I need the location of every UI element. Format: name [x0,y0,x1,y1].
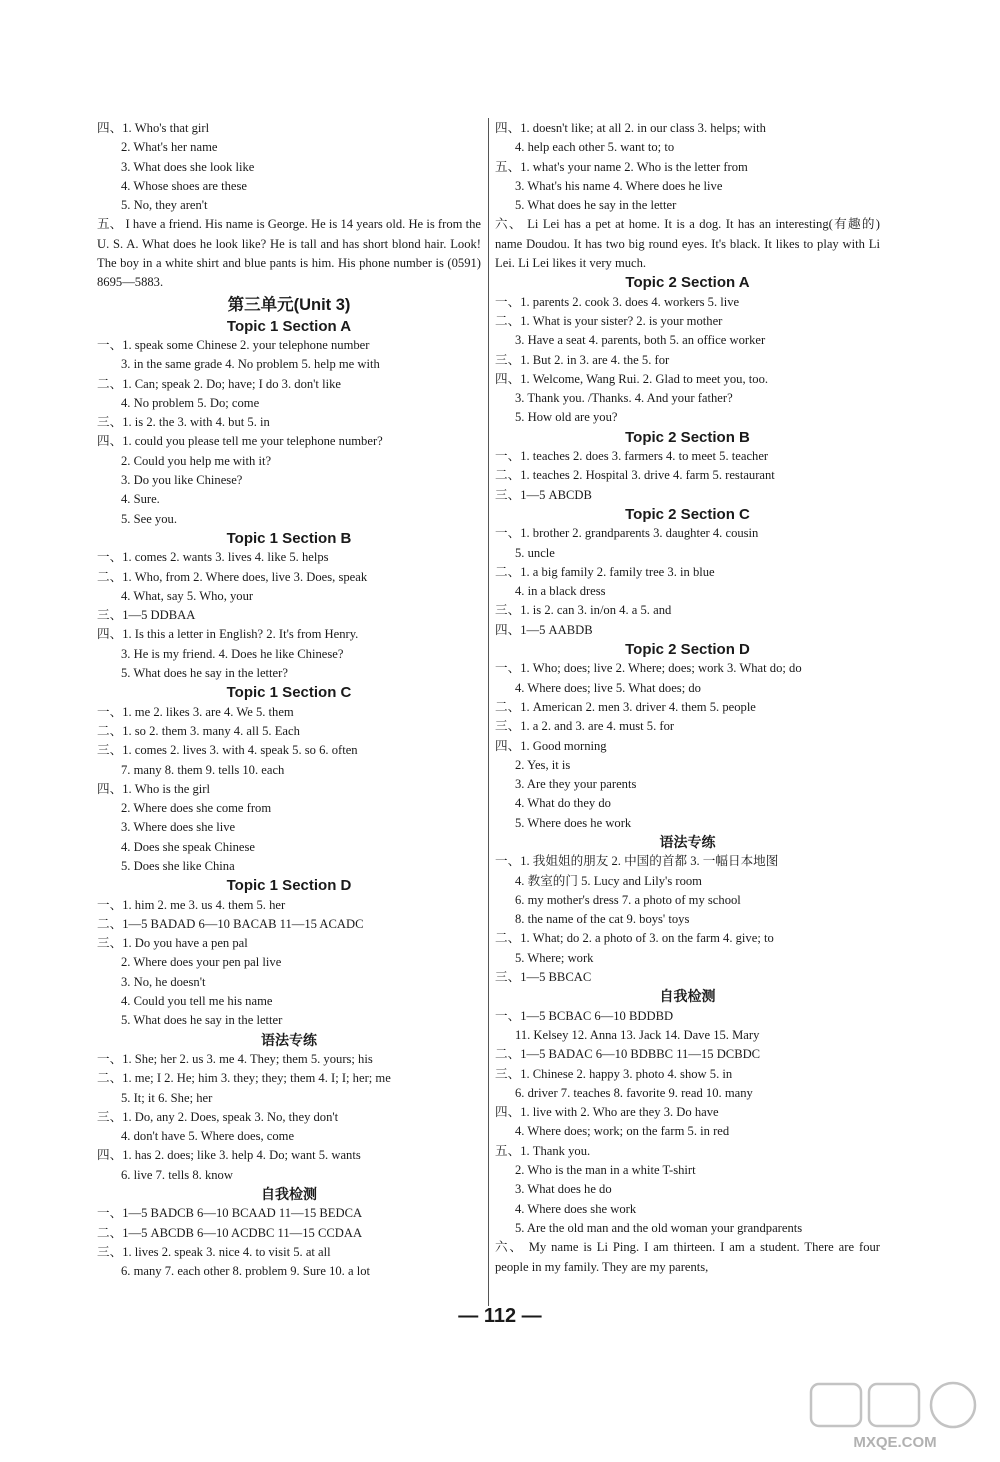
section-heading: Topic 1 Section C [226,684,352,702]
answer-line: 5. uncle [515,545,555,560]
answer-line: 三、1—5 ABCDB [495,487,592,502]
answer-line: 4. Where does; work; on the farm 5. in red [515,1124,730,1139]
answer-line: 三、1. Do you have a pen pal [97,936,248,951]
answer-line: 4. Sure. [121,492,160,507]
answer-line: 3. What's his name 4. Where does he live [515,178,723,193]
answer-line: 4. in a black dress [515,584,606,599]
answer-line: 四、1. Good morning [495,738,607,753]
answer-line: 一、1. me 2. likes 3. are 4. We 5. them [97,704,294,719]
answer-line: 4. Where does she work [515,1201,637,1216]
answer-line: 四、1—5 AABDB [495,622,593,637]
answer-line: 3. He is my friend. 4. Does he like Chinese? [121,646,344,661]
answer-line: 三、1. a 2. and 3. are 4. must 5. for [495,719,675,734]
answer-line: 二、1. Who, from 2. Where does, live 3. Does, speak [97,569,368,584]
answer-line: 五、1. Thank you. [495,1143,591,1158]
column-divider [488,118,489,1306]
answer-line: 2. What's her name [121,140,218,155]
answer-line: 11. Kelsey 12. Anna 13. Jack 14. Dave 15. Mary [515,1027,760,1042]
answer-line: 3. What does he do [515,1182,612,1197]
answer-line: 6. live 7. tells 8. know [121,1167,233,1182]
answer-line: 5. Does she like China [121,858,235,873]
answer-line: 三、1. is 2. can 3. in/on 4. a 5. and [495,603,672,618]
section-heading: Topic 1 Section A [226,317,352,335]
answer-line: 5. Are the old man and the old woman your grandparents [515,1220,803,1235]
answer-line: 五、1. what's your name 2. Who is the letter from [495,159,748,174]
answer-line: 4. Could you tell me his name [121,994,273,1009]
answer-line: 一、1—5 BCBAC 6—10 BDDBD [495,1008,674,1023]
answer-line: 4. What, say 5. Who, your [121,588,254,603]
answer-line: 3. Have a seat 4. parents, both 5. an office worker [515,333,766,348]
answer-line: 6. my mother's dress 7. a photo of my school [515,892,741,907]
answer-line: 一、1. Who; does; live 2. Where; does; work 3. What do; do [495,661,802,676]
section-heading: 自我检测 [659,988,716,1005]
answer-line: 二、1—5 BADAD 6—10 BACAB 11—15 ACADC [97,916,364,931]
answer-line: 2. Where does she come from [121,801,272,816]
answer-line: 5. What does he say in the letter [515,198,677,213]
answer-line: 6. many 7. each other 8. problem 9. Sure 10. a lot [121,1264,371,1279]
answer-line: 一、1. 我姐姐的朋友 2. 中国的首都 3. 一幅日本地图 [495,854,779,869]
answer-line: 2. Yes, it is [515,757,571,772]
answer-line: 一、1. She; her 2. us 3. me 4. They; them 5. yours; his [97,1051,373,1066]
answer-line: 4. Whose shoes are these [121,178,248,193]
answer-line: 4. 教室的门 5. Lucy and Lily's room [515,873,702,888]
section-heading: Topic 2 Section A [625,274,750,292]
answer-line: 四、1. live with 2. Who are they 3. Do have [495,1105,719,1120]
watermark-site: MXQE.COM [853,1434,937,1451]
answer-line: 3. Are they your parents [515,777,637,792]
answer-line: 3. What does she look like [121,159,255,174]
answer-line: 5. How old are you? [515,410,618,425]
answer-line: 3. in the same grade 4. No problem 5. help me with [121,357,380,372]
answer-line: 5. It; it 6. She; her [121,1090,213,1105]
answer-line: 5. What does he say in the letter? [121,666,288,681]
answer-line: 四、1. Welcome, Wang Rui. 2. Glad to meet you, too. [495,371,769,386]
answer-line: 5. Where does he work [515,815,632,830]
answer-line: 一、1. parents 2. cook 3. does 4. workers 5. live [495,294,740,309]
section-heading: 自我检测 [261,1186,317,1203]
answer-line: 二、1—5 BADAC 6—10 BDBBC 11—15 DCBDC [495,1047,761,1062]
answer-line: 四、1. Is this a letter in English? 2. It's from Henry. [97,627,359,642]
answer-line: 三、1. But 2. in 3. are 4. the 5. for [495,352,670,367]
answer-line: 3. Thank you. /Thanks. 4. And your father? [515,391,733,406]
unit-heading: 第三单元(Unit 3) [227,295,351,314]
section-heading: Topic 1 Section B [226,529,352,547]
answer-line: 二、1. me; I 2. He; him 3. they; they; them 4. I; I; her; me [97,1071,391,1086]
answer-line: 三、1. is 2. the 3. with 4. but 5. in [97,415,270,430]
answer-line: 2. Where does your pen pal live [121,955,282,970]
answer-line: 3. Do you like Chinese? [121,473,243,488]
left-column [97,119,481,1282]
answer-line: 3. No, he doesn't [121,974,206,989]
answer-line: 5. See you. [121,511,177,526]
answer-line: 3. Where does she live [121,820,236,835]
answer-line: 一、1. him 2. me 3. us 4. them 5. her [97,897,286,912]
answer-line: 一、1. speak some Chinese 2. your telephone number [97,337,370,352]
answer-line: 4. What do they do [515,796,611,811]
answer-paragraph: 六、 Li Lei has a pet at home. It is a dog. It has an interesting(有趣的) name Doudou. It has two big round eyes. It's black. It likes to play with Li Lei. Li Lei likes it very much. [495,217,880,271]
answer-line: 二、1—5 ABCDB 6—10 ACDBC 11—15 CCDAA [97,1225,363,1240]
answer-line: 一、1. comes 2. wants 3. lives 4. like 5. helps [97,550,329,565]
section-heading: Topic 2 Section B [625,428,750,446]
answer-line: 二、1. teaches 2. Hospital 3. drive 4. farm 5. restaurant [495,468,775,483]
answer-line: 2. Could you help me with it? [121,453,272,468]
answer-line: 四、1. doesn't like; at all 2. in our class 3. helps; with [495,121,766,135]
answer-line: 二、1. American 2. men 3. driver 4. them 5. people [495,699,756,714]
answer-line: 6. driver 7. teaches 8. favorite 9. read 10. many [515,1085,753,1100]
answer-line: 4. Does she speak Chinese [121,839,255,854]
section-heading: Topic 1 Section D [226,877,352,895]
answer-line: 7. many 8. them 9. tells 10. each [121,762,285,777]
answer-line: 二、1. What is your sister? 2. is your mother [495,313,723,328]
answer-line: 二、1. What; do 2. a photo of 3. on the farm 4. give; to [495,931,774,946]
answer-line: 8. the name of the cat 9. boys' toys [515,912,690,927]
answer-line: 4. help each other 5. want to; to [515,140,675,155]
answer-line: 4. don't have 5. Where does, come [121,1129,295,1144]
watermark-logo [803,1380,988,1452]
answer-line: 一、1—5 BADCB 6—10 BCAAD 11—15 BEDCA [97,1206,363,1221]
answer-line: 三、1—5 DDBAA [97,608,196,623]
answer-line: 4. Where does; live 5. What does; do [515,680,701,695]
answer-line: 二、1. Can; speak 2. Do; have; I do 3. don't like [97,376,341,391]
answer-line: 2. Who is the man in a white T-shirt [515,1163,696,1178]
answer-paragraph: 六、 My name is Li Ping. I am thirteen. I am a student. There are four people in my family. They are my parents, [495,1240,880,1274]
section-heading: 语法专练 [261,1031,317,1048]
answer-line: 四、1. Who is the girl [97,781,210,796]
answer-paragraph: 五、 I have a friend. His name is George. He is 14 years old. He is from the U. S. A. What does he look like? He is tall and has short blond hair. Look! The boy in a white shirt and blue pants is him. His phone number is (0591) 8695—5883. [97,217,481,290]
answer-line: 四、1. could you please tell me your telephone number? [97,434,383,449]
section-heading: 语法专练 [659,833,716,850]
page-number: — 112 — [458,1305,542,1327]
section-heading: Topic 2 Section D [625,641,750,659]
section-heading: Topic 2 Section C [625,505,750,523]
answer-line: 三、1. lives 2. speak 3. nice 4. to visit 5. at all [97,1244,331,1259]
answer-line: 二、1. a big family 2. family tree 3. in blue [495,564,715,579]
answer-line: 四、1. Who's that girl [97,121,210,135]
answer-line: 三、1. Chinese 2. happy 3. photo 4. show 5. in [495,1066,733,1081]
answer-line: 5. No, they aren't [121,198,208,213]
answer-line: 5. What does he say in the letter [121,1013,283,1028]
answer-line: 一、1. brother 2. grandparents 3. daughter 4. cousin [495,526,759,541]
right-column [495,119,880,1277]
answer-line: 四、1. has 2. does; like 3. help 4. Do; want 5. wants [97,1148,361,1163]
answer-line: 一、1. teaches 2. does 3. farmers 4. to meet 5. teacher [495,449,769,464]
answer-line: 二、1. so 2. them 3. many 4. all 5. Each [97,723,300,738]
answer-line: 三、1. comes 2. lives 3. with 4. speak 5. so 6. often [97,743,358,758]
answer-line: 5. Where; work [515,950,594,965]
answer-line: 4. No problem 5. Do; come [121,395,260,410]
answer-line: 三、1—5 BBCAC [495,970,592,985]
answer-line: 三、1. Do, any 2. Does, speak 3. No, they don't [97,1109,339,1124]
